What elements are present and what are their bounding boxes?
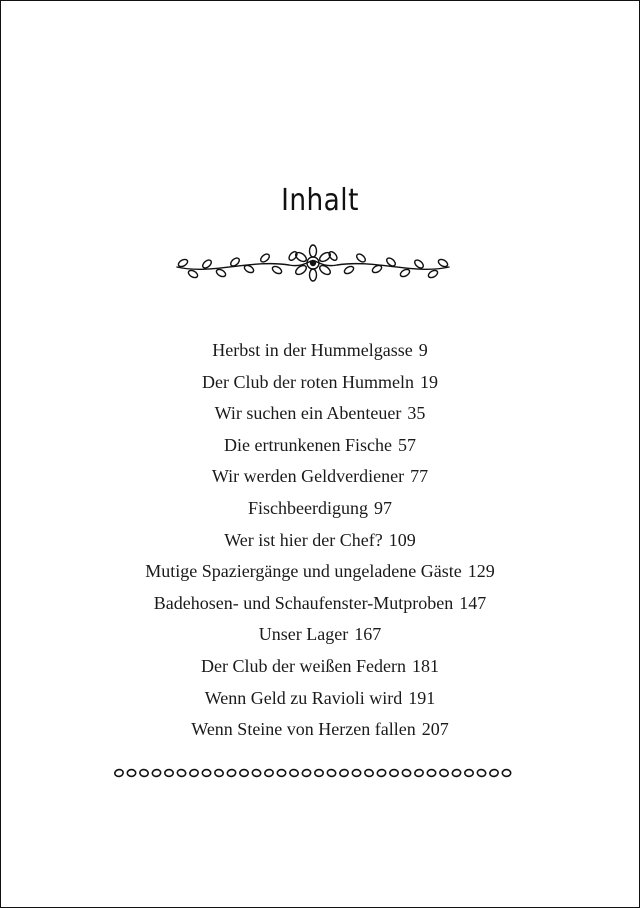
ornament-dot [189, 769, 199, 777]
ornament-dot [114, 769, 124, 777]
toc-entry-page: 129 [467, 561, 495, 582]
toc-entry-title: Wenn Geld zu Ravioli wird [204, 687, 403, 708]
toc-entry[interactable] [1, 556, 639, 588]
toc-entry-page: 97 [373, 497, 392, 518]
ornament-dot [390, 770, 398, 777]
toc-entry-title: Badehosen- und Schaufenster-Mutproben [153, 592, 454, 613]
ornament-dot [277, 770, 285, 777]
ornament-dot [264, 769, 274, 777]
toc-entry-title: Die ertrunkenen Fische [224, 434, 392, 455]
toc-entry-title: Wir werden Geldverdiener [211, 466, 405, 487]
ornament-dot [402, 769, 412, 777]
ornament-dot [427, 770, 435, 777]
toc-entry-title: Wer ist hier der Chef? [224, 529, 383, 550]
toc-entry-page: 191 [408, 687, 436, 708]
toc-entry[interactable] [1, 398, 639, 430]
ornament-dot [327, 769, 337, 777]
ornament-dot [377, 769, 387, 777]
ornament-dot [152, 769, 162, 777]
ornament-dot [214, 769, 224, 777]
ornament-dot [489, 769, 499, 777]
dotted-line-ornament [113, 765, 518, 781]
toc-entry-page: 147 [459, 592, 487, 613]
toc-entry-page: 109 [388, 529, 416, 550]
toc-entry[interactable] [1, 335, 639, 367]
ornament-dot [315, 770, 323, 777]
table-of-contents [1, 335, 639, 746]
ornament-dot [352, 770, 360, 777]
ornament-dot [452, 769, 462, 777]
toc-entry-title: Der Club der weißen Federn [201, 655, 406, 676]
ornament-dot [502, 770, 510, 777]
ornament-dot [139, 769, 149, 777]
toc-entry[interactable] [1, 714, 639, 746]
ornament-dot [465, 770, 473, 777]
ornament-dot [414, 769, 424, 777]
ornament-dot [240, 770, 248, 777]
ornament-dot [202, 770, 210, 777]
toc-entry[interactable] [1, 525, 639, 557]
ornament-dot [127, 770, 135, 777]
toc-entry-page: 57 [397, 434, 416, 455]
page-title: Inhalt [281, 183, 359, 219]
toc-entry-title: Herbst in der Hummelgasse [212, 340, 413, 360]
toc-entry-page: 9 [418, 340, 428, 360]
toc-entry[interactable] [1, 588, 639, 620]
toc-entry[interactable] [1, 493, 639, 525]
ornament-dot [252, 769, 262, 777]
toc-entry-page: 19 [419, 371, 438, 392]
ornament-dot [227, 769, 237, 777]
toc-entry[interactable] [1, 651, 639, 683]
ornament-dot [302, 769, 312, 777]
toc-entry-page: 77 [410, 466, 429, 487]
ornament-dot [177, 769, 187, 777]
toc-entry[interactable] [1, 619, 639, 651]
ornament-dot [289, 769, 299, 777]
toc-entry[interactable] [1, 683, 639, 715]
toc-entry-title: Wir suchen ein Abenteuer [214, 403, 402, 424]
toc-entry-title: Der Club der roten Hummeln [202, 371, 414, 392]
ornament-dot [364, 769, 374, 777]
toc-entry-page: 167 [354, 624, 382, 645]
toc-entry-title: Wenn Steine von Herzen fallen [191, 719, 416, 740]
toc-entry[interactable] [1, 367, 639, 399]
ornament-dot [477, 769, 487, 777]
toc-entry-page: 207 [421, 719, 449, 740]
floral-vine-ornament [171, 237, 455, 287]
toc-entry[interactable] [1, 461, 639, 493]
ornament-dot [439, 769, 449, 777]
toc-entry-title: Mutige Spaziergänge und ungeladene Gäste [145, 561, 462, 582]
toc-entry-title: Fischbeerdigung [248, 497, 368, 518]
ornament-dot [339, 769, 349, 777]
toc-entry-page: 35 [407, 403, 426, 424]
toc-entry[interactable] [1, 430, 639, 462]
toc-entry-page: 181 [411, 655, 439, 676]
toc-entry-title: Unser Lager [258, 624, 349, 645]
ornament-dot [165, 770, 173, 777]
